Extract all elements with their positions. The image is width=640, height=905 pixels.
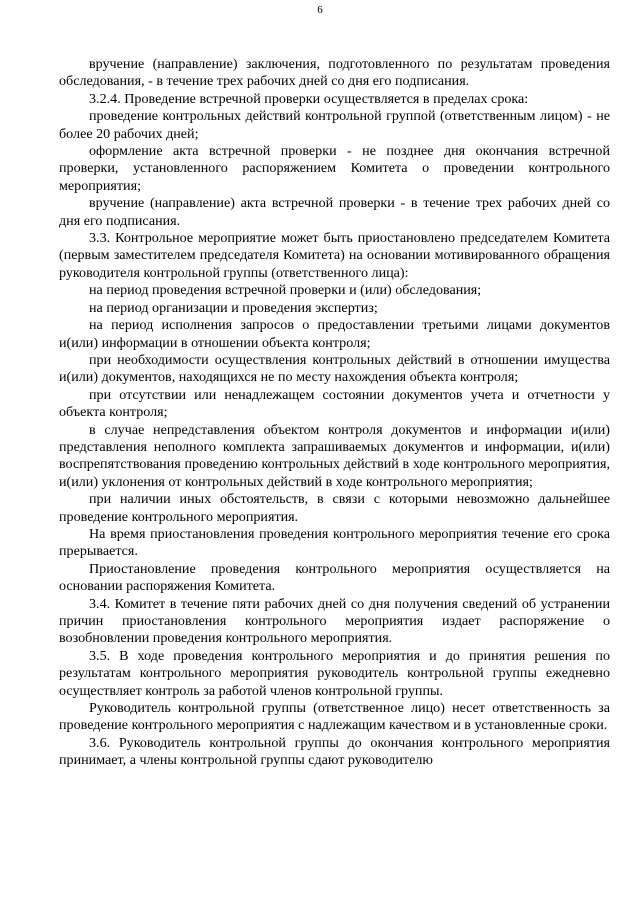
paragraph: Приостановление проведения контрольного мероприятия осуществляется на основании распоряжения Комитета. [59, 560, 610, 595]
paragraph: 3.2.4. Проведение встречной проверки осуществляется в пределах срока: [89, 90, 529, 107]
paragraph: в случае непредставления объектом контроля документов и информации и(или) представления неполного комплекта запрашиваемых документов и информации, и(или) воспрепятствования проведению контрольных действий в ходе контрольного мероприятия, и(или) уклонения от контрольных действий в ходе контрольного мероприятия; [59, 421, 610, 490]
paragraph: при наличии иных обстоятельств, в связи с которыми невозможно дальнейшее проведение контрольного мероприятия. [59, 491, 610, 525]
paragraph: на период исполнения запросов о предоставлении третьими лицами документов и(или) информации в отношении объекта контроля; [59, 317, 610, 351]
paragraph: оформление акта встречной проверки - не позднее дня окончания встречной проверки, установленного распоряжением Комитета о проведении контрольного мероприятия; [59, 143, 610, 194]
paragraph: на период проведения встречной проверки и (или) обследования; [89, 282, 482, 299]
paragraph: Руководитель контрольной группы (ответственное лицо) несет ответственность за проведение контрольного мероприятия с надлежащим качеством и в установленные сроки. [59, 700, 610, 734]
paragraph: при необходимости осуществления контрольных действий в отношении имущества и(или) документов, находящихся не по месту нахождения объекта контроля; [59, 351, 610, 386]
paragraph: 3.4. Комитет в течение пяти рабочих дней со дня получения сведений об устранении причин приостановления контрольного мероприятия издает распоряжение о возобновлении проведения контрольного мероприятия. [59, 595, 610, 647]
paragraph: 3.6. Руководитель контрольной группы до окончания контрольного мероприятия принимает, а члены контрольной группы сдают руководителю [59, 734, 610, 769]
paragraph: 3.5. В ходе проведения контрольного мероприятия и до принятия решения по результатам контрольного мероприятия руководитель контрольной группы ежедневно осуществляет контроль за работой членов контрольной группы. [59, 647, 610, 699]
document-body [59, 56, 610, 770]
paragraph: вручение (направление) акта встречной проверки - в течение трех рабочих дней со дня его подписания. [59, 195, 610, 229]
paragraph: вручение (направление) заключения, подготовленного по результатам проведения обследования, - в течение трех рабочих дней со дня его подписания. [59, 56, 610, 90]
page-number: 6 [317, 4, 323, 16]
paragraph: проведение контрольных действий контрольной группой (ответственным лицом) - не более 20 рабочих дней; [59, 108, 610, 142]
paragraph: при отсутствии или ненадлежащем состоянии документов учета и отчетности у объекта контроля; [59, 386, 610, 421]
paragraph: На время приостановления проведения контрольного мероприятия течение его срока прерывается. [59, 525, 610, 560]
paragraph: на период организации и проведения экспертиз; [89, 299, 378, 316]
paragraph: 3.3. Контрольное мероприятие может быть приостановлено председателем Комитета (первым заместителем председателя Комитета) на основании мотивированного обращения руководителя контрольной группы (ответственного лица): [59, 230, 610, 281]
